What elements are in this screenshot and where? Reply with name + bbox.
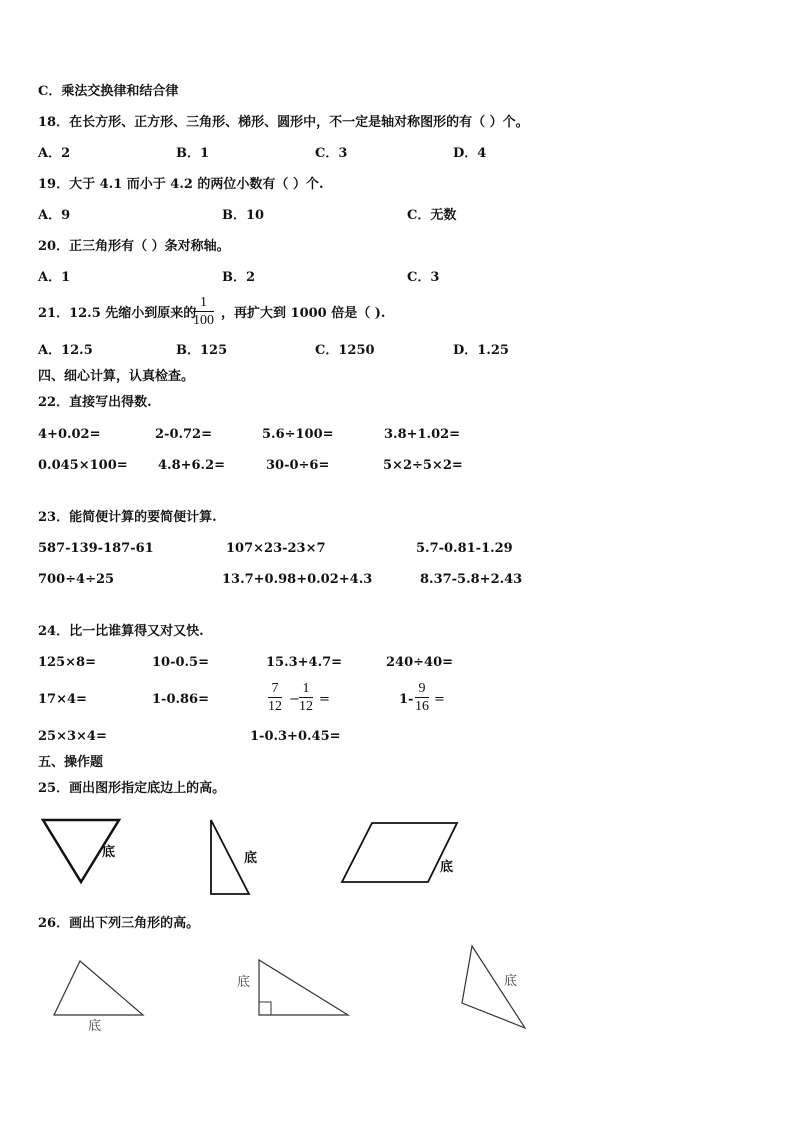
numerator: 7 [271,681,279,696]
question-21-prefix: 21．12.5 先缩小到原来的 [38,306,197,321]
base-label: 底 [88,1019,102,1034]
equals-sign: = [434,692,445,707]
question-18: 18．在长方形、正方形、三角形、梯形、圆形中，不一定是轴对称图形的有（ ）个。 [38,115,529,130]
right-triangle-2 [259,960,348,1015]
denominator: 12 [299,699,313,714]
equals-sign: = [319,692,330,707]
q21-option-b: B．125 [176,343,228,358]
question-20: 20．正三角形有（ ）条对称轴。 [38,239,230,254]
option-c-line: C．乘法交换律和结合律 [38,84,179,99]
q22-item: 4.8+6.2= [158,458,226,473]
q24-one-minus: 1- [399,692,414,707]
question-24: 24．比一比谁算得又对又快. [38,624,204,639]
question-26: 26．画出下列三角形的高。 [38,916,200,931]
q22-item: 30-0÷6= [266,458,330,473]
q23-item: 587-139-187-61 [38,541,154,556]
q21-denominator: 100 [193,313,214,328]
q20-option-c: C．3 [407,270,440,285]
q21-option-a: A．12.5 [38,343,93,358]
base-label: 底 [244,851,258,866]
numerator: 1 [302,681,310,696]
q24-item: 15.3+4.7= [266,655,343,670]
question-19: 19．大于 4.1 而小于 4.2 的两位小数有（ ）个. [38,177,324,192]
q23-item: 107×23-23×7 [226,541,326,556]
q22-item: 5.6÷100= [262,427,334,442]
q23-item: 700÷4÷25 [38,572,115,587]
minus-sign: − [289,692,300,707]
q23-item: 5.7-0.81-1.29 [416,541,513,556]
q24-item: 1-0.86= [152,692,209,707]
q21-option-d: D．1.25 [453,343,509,358]
numerator: 9 [418,681,426,696]
q19-option-b: B．10 [222,208,265,223]
q24-item: 10-0.5= [152,655,209,670]
question-25: 25．画出图形指定底边上的高。 [38,781,226,796]
q22-item: 0.045×100= [38,458,128,473]
right-angle-mark [259,1002,271,1015]
base-label: 底 [440,860,454,875]
denominator: 12 [268,699,282,714]
q20-option-a: A．1 [38,270,71,285]
question-21-suffix: ，再扩大到 1000 倍是（ ). [221,306,386,321]
q22-item: 3.8+1.02= [384,427,461,442]
q18-option-d: D．4 [453,146,487,161]
q22-item: 5×2÷5×2= [383,458,463,473]
denominator: 16 [415,699,429,714]
q24-item: 25×3×4= [38,729,107,744]
base-label: 底 [504,974,518,989]
q18-option-b: B．1 [176,146,210,161]
question-22: 22．直接写出得数. [38,395,152,410]
q21-option-c: C．1250 [315,343,375,358]
base-label: 底 [237,975,251,990]
base-label: 底 [102,845,116,860]
q20-option-b: B．2 [222,270,256,285]
q24-item: 1-0.3+0.45= [250,729,341,744]
q23-item: 13.7+0.98+0.02+4.3 [222,572,373,587]
q24-item: 240÷40= [386,655,454,670]
q24-item: 17×4= [38,692,87,707]
q22-item: 4+0.02= [38,427,101,442]
q18-option-a: A．2 [38,146,71,161]
question-23: 23．能简便计算的要简便计算. [38,510,217,525]
q18-option-c: C．3 [315,146,348,161]
q19-option-a: A．9 [38,208,71,223]
q21-numerator: 1 [200,295,207,310]
q23-item: 8.37-5.8+2.43 [420,572,523,587]
triangle-1 [54,961,143,1015]
q19-option-c: C．无数 [407,208,457,223]
section-4-heading: 四、细心计算，认真检查。 [38,369,195,384]
section-5-heading: 五、操作题 [38,755,104,770]
q22-item: 2-0.72= [155,427,212,442]
q24-item: 125×8= [38,655,96,670]
